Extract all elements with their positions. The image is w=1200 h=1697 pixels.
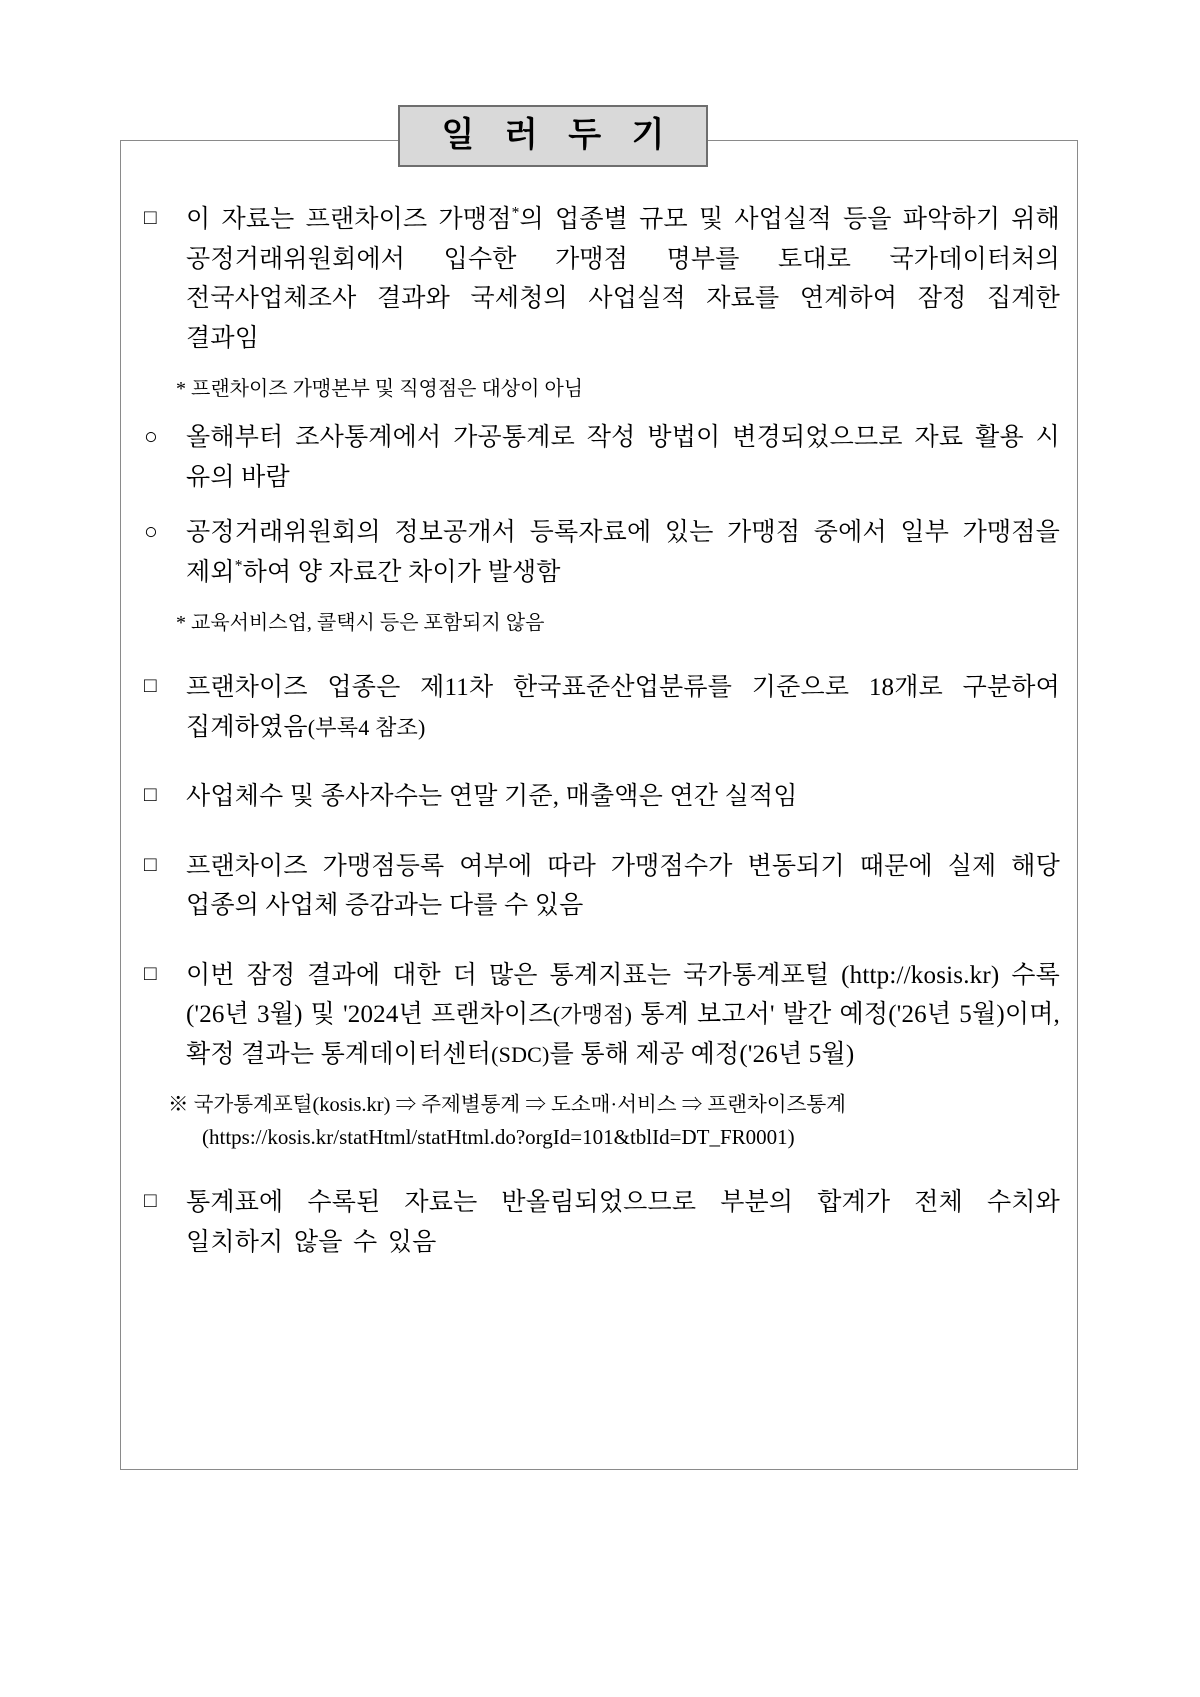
list-item-subnote-url: (https://kosis.kr/statHtml/statHtml.do?orgId=101&tblId=DT_FR0001): [202, 1124, 795, 1149]
list-item: [140, 418, 1060, 497]
list-item-text: 사업체수 및 종사자수는 연말 기준, 매출액은 연간 실적임: [186, 783, 798, 810]
list-item-note: * 프랜차이즈 가맹본부 및 직영점은 대상이 아님: [176, 378, 584, 400]
list-item-text: 공정거래위원회의 정보공개서 등록자료에 있는 가맹점 중에서 일부 가맹점을 제외*하여 양 자료간 차이가 발생함: [186, 519, 1060, 586]
list-item: [140, 777, 1060, 817]
list-item-text: 이 자료는 프랜차이즈 가맹점*의 업종별 규모 및 사업실적 등을 파악하기 위해 공정거래위원회에서 입수한 가맹점 명부를 토대로 국가데이터처의 전국사업체조사 결과와 국세청의 사업실적 자료를 연계하여 잠정 집계한 결과임: [186, 204, 1060, 352]
bullet-square-icon: □: [144, 673, 157, 697]
list-item: [140, 847, 1060, 926]
list-item-subnote: ※ 국가통계포털(kosis.kr) ⇒ 주제별통계 ⇒ 도소매·서비스 ⇒ 프랜차이즈통계: [168, 1094, 846, 1116]
bullet-circle-icon: ○: [144, 519, 158, 544]
bullet-square-icon: □: [144, 205, 157, 229]
bullet-square-icon: □: [144, 1188, 157, 1213]
bullet-square-icon: □: [144, 960, 157, 985]
bullet-circle-icon: ○: [144, 424, 158, 449]
list-item-text: 올해부터 조사통계에서 가공통계로 작성 방법이 변경되었으므로 자료 활용 시 유의 바람: [186, 424, 1060, 491]
document-content: [140, 200, 1060, 1278]
list-item: [140, 200, 1060, 358]
bullet-square-icon: □: [144, 782, 157, 806]
bullet-square-icon: □: [144, 851, 157, 876]
list-item-note: * 교육서비스업, 콜택시 등은 포함되지 않음: [176, 612, 545, 634]
list-item: [140, 668, 1060, 747]
list-item-text: 프랜차이즈 업종은 제11차 한국표준산업분류를 기준으로 18개로 구분하여 집계하였음(부록4 참조): [186, 674, 1060, 741]
document-title-box: [398, 105, 708, 167]
list-item: [140, 513, 1060, 592]
list-item: [140, 1183, 1060, 1262]
list-item-text: 통계표에 수록된 자료는 반올림되었으므로 부분의 합계가 전체 수치와 일치하지 않을 수 있음: [186, 1189, 1060, 1256]
page-title: 일 러 두 기: [441, 117, 676, 154]
list-item-text: 프랜차이즈 가맹점등록 여부에 따라 가맹점수가 변동되기 때문에 실제 해당 업종의 사업체 증감과는 다를 수 있음: [186, 852, 1060, 919]
list-item-text: 이번 잠정 결과에 대한 더 많은 통계지표는 국가통계포털 (http://kosis.kr) 수록('26년 3월) 및 '2024년 프랜차이즈(가맹점) 통계 보고서' 발간 예정('26년 5월)이며, 확정 결과는 통계데이터센터(SDC)를 통해 제공 예정('26년 5월): [186, 961, 1060, 1068]
list-item: [140, 956, 1060, 1075]
